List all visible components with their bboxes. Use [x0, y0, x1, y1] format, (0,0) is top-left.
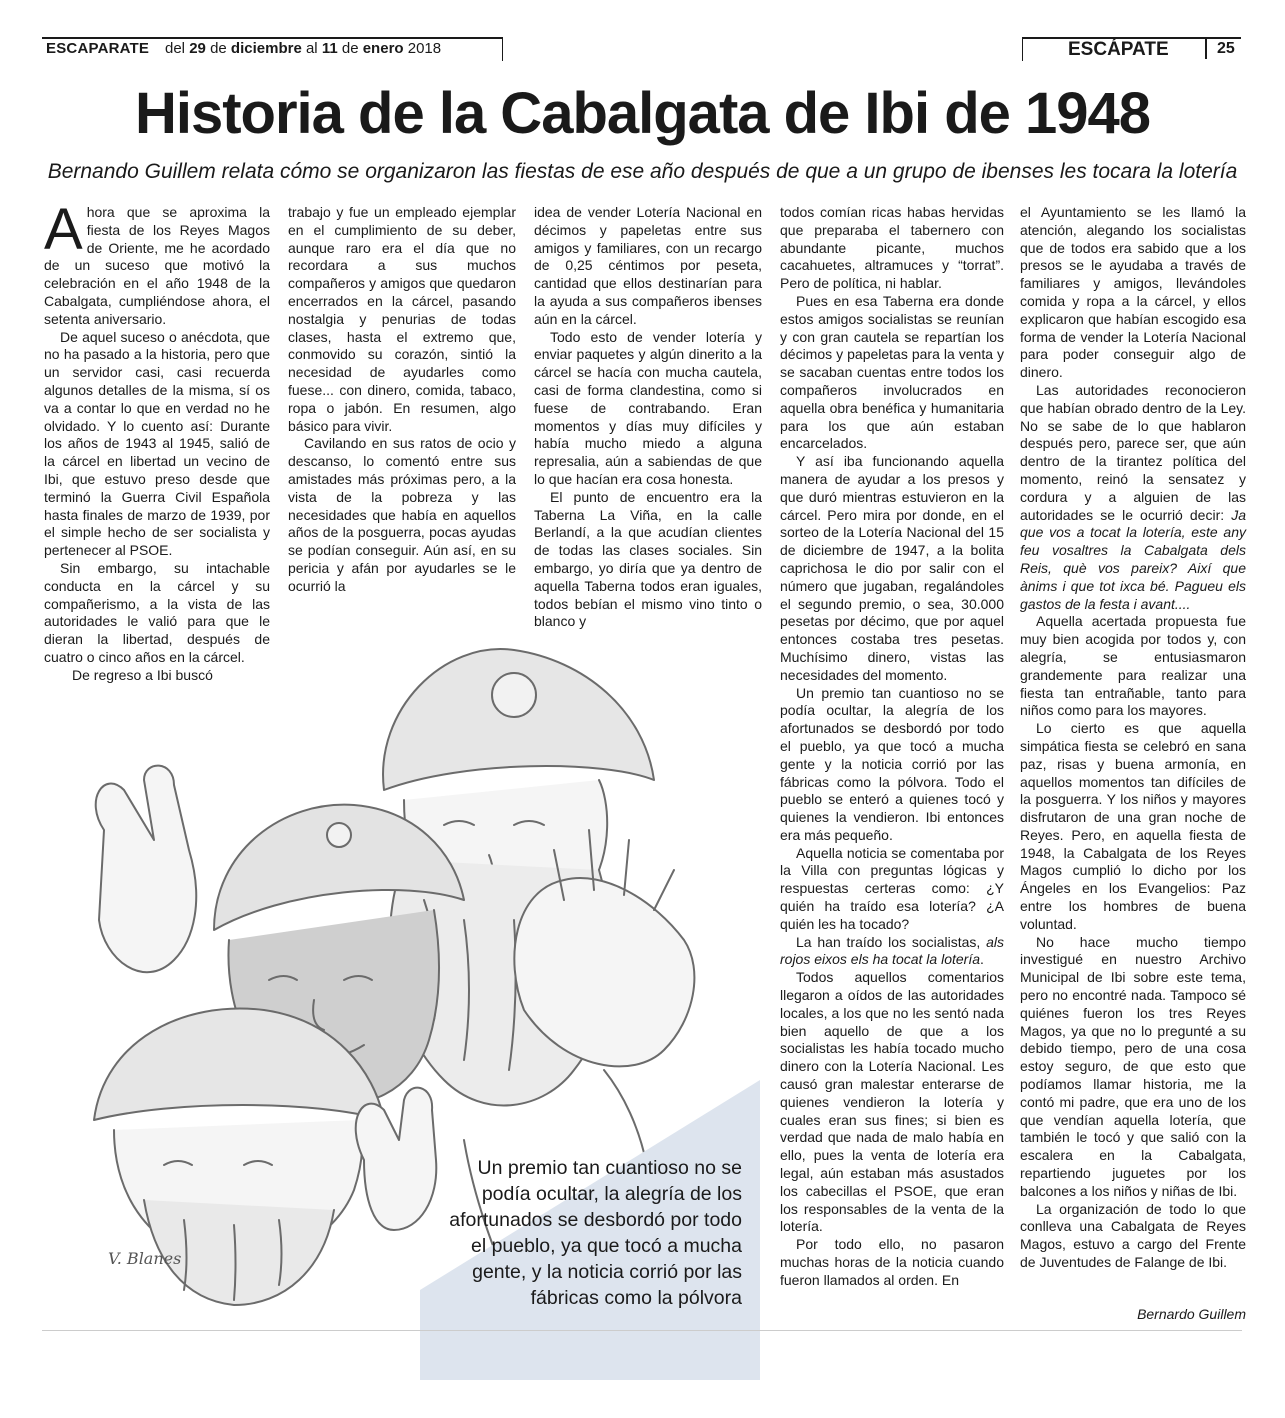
paragraph-text: Las autoridades reconocieron que habían obrado dentro de la Ley. No se sabe de lo que hablaron después pero, parece ser, que aún dentro de la tirantez política del momento, reinó la sensatez y cordura y a alguien de las autoridades se le ocurrió decir: — [1020, 381, 1246, 523]
column-4 — [780, 204, 1004, 1290]
paragraph-text: La han traído los socialistas, — [796, 933, 981, 950]
paragraph: De aquel suceso o anécdota, que no ha pasado a la historia, pero que un servidor casi, casi recuerda algunos detalles de la misma, sí os va a contar lo que en verdad no he olvidado. Y lo cuento así: Durante los años de 1943 al 1945, salió de la cárcel en libertad un vecino de Ibi, que estuvo preso desde que terminó la Guerra Civil Española hasta finales de marzo de 1939, por el simple hecho de ser socialista y pertenecer al PSOE. — [44, 328, 270, 559]
column-5 — [1020, 204, 1246, 1272]
paragraph: Todos aquellos comentarios llegaron a oídos de las autoridades locales, a los que no les sentó nada bien aquello de que a los socialistas les había tocado mucho dinero con la Lotería Nacional. Les causó gran malestar enterarse de quienes vendieron la lotería y cuales eran sus fines; si bien es verdad que nada de malo había en ello, pues la venta de lotería era legal, aún estaban más asustados los cabecillas el PSOE, que eran los responsables de la venta de la lotería. — [780, 969, 1004, 1235]
paragraph: Cavilando en sus ratos de ocio y descanso, lo comentó entre sus amistades más próximas pero, a la vista de la pobreza y las necesidades que había en aquellos años de la posguerra, pocas ayudas se podían conseguir. Aún así, en su pericia y afán por ayudarles se le ocurrió la — [288, 435, 516, 594]
date-day-end: 11 — [321, 40, 338, 57]
paragraph: todos comían ricas habas hervidas que preparaba el tabernero con abundante picante, muchos cacahuetes, altramuces y “torrat”. Pero de política, ni hablar. — [780, 204, 1004, 292]
pullquote: Un premio tan cuantioso no se podía ocultar, la alegría de los afortunados se desbordó por todo el pueblo, ya que tocó a mucha gente, y la noticia corrió por las fábricas como la pólvora — [449, 1157, 742, 1309]
paragraph: No hace mucho tiempo investigué en nuestro Archivo Municipal de Ibi sobre este tema, pero no encontré nada. Tampoco sé quiénes fueron los tres Reyes Magos, ya que no lo pregunté a su debido tiempo, pero de una cosa estoy seguro, de que esto que podíamos llamar historia, me la contó mi padre, que era uno de los que vendían aquella lotería, que también le tocó y que salió con la escalera en la Cabalgata, repartiendo juguetes por los balcones a los niños y niñas de Ibi. — [1020, 933, 1246, 1199]
drop-cap: A — [44, 197, 83, 262]
paragraph: Y así iba funcionando aquella manera de ayudar a los presos y que duró mientras estuvieron en la cárcel. Pero mira por donde, en el sorteo de la Lotería Nacional del 15 de diciembre de 1947, a la bolita caprichosa le dio por salir con el número que jugaban, regalándoles el segundo premio, o sea, 30.000 pesetas por décimo, que por aquel entonces costaba tres pesetas. Muchísimo dinero, vistas las necesidades del momento. — [780, 453, 1004, 683]
quoted-phrase: Ja que vos a tocat la lotería, este any feu vosaltres la Cabalgata dels Reis, què vos pareix? Així que ànims i que tot ixca bé. Pagueu els gastos de la festa i avant.... — [1020, 506, 1247, 612]
paragraph: La han traído los socialistas, als rojos eixos els ha tocat la lotería. — [780, 933, 1005, 968]
date-month-start: diciembre — [230, 40, 302, 57]
section-escape: ESCÁPATE — [1068, 39, 1169, 60]
paragraph: Lo cierto es que aquella simpática fiesta se celebró en sana paz, risas y buena armonía, en aquellos momentos tan difíciles de la posguerra. Y los niños y mayores disfrutaron de una gran noche de Reyes. Pero, en aquella fiesta de 1948, la Cabalgata de los Reyes Magos cumplió lo dicho por los Ángeles en los Evangelios: Paz entre los hombres de buena voluntad. — [1020, 720, 1246, 932]
article-subtitle: Bernando Guillem relata cómo se organizaron las fiestas de ese año después de que a un grupo de ibenses les tocara la lotería — [47, 160, 1238, 183]
paragraph: Un premio tan cuantioso no se podía ocultar, la alegría de los afortunados se desbordó por todo el pueblo, ya que tocó a mucha gente y la noticia corrió por las fábricas como la pólvora. Todo el pueblo se enteró a quienes tocó y quienes la vendieron. Ibi entonces era más pequeño. — [780, 684, 1004, 843]
paragraph-text: hora que se aproxima la fiesta de los Reyes Magos de Oriente, me he acordado de un suceso que motivó la celebración en el año 1948 de la Cabalgata, cumpliéndose ahora, el setenta aniversario. — [44, 204, 270, 327]
paragraph: Aquella acertada propuesta fue muy bien acogida por todos y, con alegría, se entusiasmaron grandemente para realizar una fiesta tan entrañable, tanto para niños como para los mayores. — [1020, 613, 1246, 719]
paragraph: idea de vender Lotería Nacional en décimos y papeletas entre sus amigos y familiares, con un recargo de 0,25 céntimos por peseta, cantidad que ellos destinarían para la ayuda a sus compañeros ibenses aún en la cárcel. — [534, 204, 762, 327]
date-al: al — [305, 40, 318, 57]
author-signature: Bernardo Guillem — [1137, 1306, 1246, 1322]
page-number: 25 — [1217, 40, 1235, 57]
paragraph — [1020, 382, 1246, 613]
paragraph: Pues en esa Taberna era donde estos amigos socialistas se reunían y con gran cautela se repartían los décimos y papeletas para la venta y se sacaban cuentas entre todos los compañeros involucrados en aquella obra benéfica y humanitaria para los que aún estaban encarcelados. — [780, 292, 1004, 452]
bottom-rule — [42, 1330, 1242, 1331]
date-prefix: del — [165, 40, 186, 57]
date-day-start: 29 — [189, 40, 206, 57]
date-de-1: de — [210, 40, 227, 57]
artist-signature: V. Blanes — [108, 1249, 182, 1268]
issue-date — [165, 40, 441, 57]
paragraph: De regreso a Ibi buscó — [72, 666, 213, 683]
paragraph: Aquella noticia se comentaba por la Villa con preguntas lógicas y respuestas certeras como: ¿Y quién ha traído esa lotería? ¿A quién les ha tocado? — [780, 844, 1004, 932]
paragraph: La organización de todo lo que conlleva una Cabalgata de Reyes Magos, estuvo a cargo del Frente de Juventudes de Falange de Ibi. — [1020, 1200, 1246, 1271]
date-year: 2018 — [407, 40, 442, 57]
paragraph: Por todo ello, no pasaron muchas horas de la noticia cuando fueron llamados al orden. En — [780, 1236, 1004, 1288]
date-de-2: de — [341, 40, 359, 57]
date-month-end: enero — [362, 40, 404, 57]
column-2 — [288, 204, 516, 596]
paragraph: El punto de encuentro era la Taberna La Viña, en la calle Berlandí, a la que acudían clientes de todas las clases sociales. Sin embargo, yo diría que ya dentro de aquella Taberna todos eran iguales, todos bebían el mismo vino tinto o blanco y — [534, 488, 762, 630]
section-name: ESCAPARATE — [46, 40, 150, 57]
paragraph — [44, 197, 270, 329]
paragraph: trabajo y fue un empleado ejemplar en el cumplimiento de su deber, aunque raro era el día que no recordara a sus muchos compañeros y amigos que quedaron encerrados en la cárcel, pasando nostalgia y penurias de todas clases, hasta el extremo que, conmovido su corazón, sintió la necesidad de ayudarles como fuese... con dinero, comida, tabaco, ropa o jabón. En resumen, algo básico para vivir. — [288, 204, 516, 434]
header-separator — [1205, 39, 1207, 59]
article-title: Historia de la Cabalgata de Ibi de 1948 — [134, 81, 1151, 146]
paragraph: Sin embargo, su intachable conducta en la cárcel y su compañerismo, a la vista de las autoridades le valió para que le dieran la libertad, después de cuatro o cinco años en la cárcel. — [44, 559, 270, 665]
paragraph: Todo esto de vender lotería y enviar paquetes y algún dinerito a la cárcel se hacía con mucha cautela, casi de forma clandestina, como si fuese de contrabando. Eran momentos y días muy difíciles y había mucho miedo a alguna represalia, aún a sabiendas de que lo que hacían era cosa honesta. — [534, 328, 762, 487]
quoted-phrase: als rojos eixos els ha tocat la lotería — [780, 933, 1005, 968]
paragraph: el Ayuntamiento se les llamó la atención, alegando los socialistas que de todos era sabido que a los presos se le ayudaba a través de familiares y amigos, llevándoles comida y ropa a la cárcel, y ellos explicaron que habían escogido esa forma de vender la Lotería Nacional para poder conseguir algo de dinero. — [1020, 204, 1246, 381]
column-3 — [534, 204, 762, 631]
